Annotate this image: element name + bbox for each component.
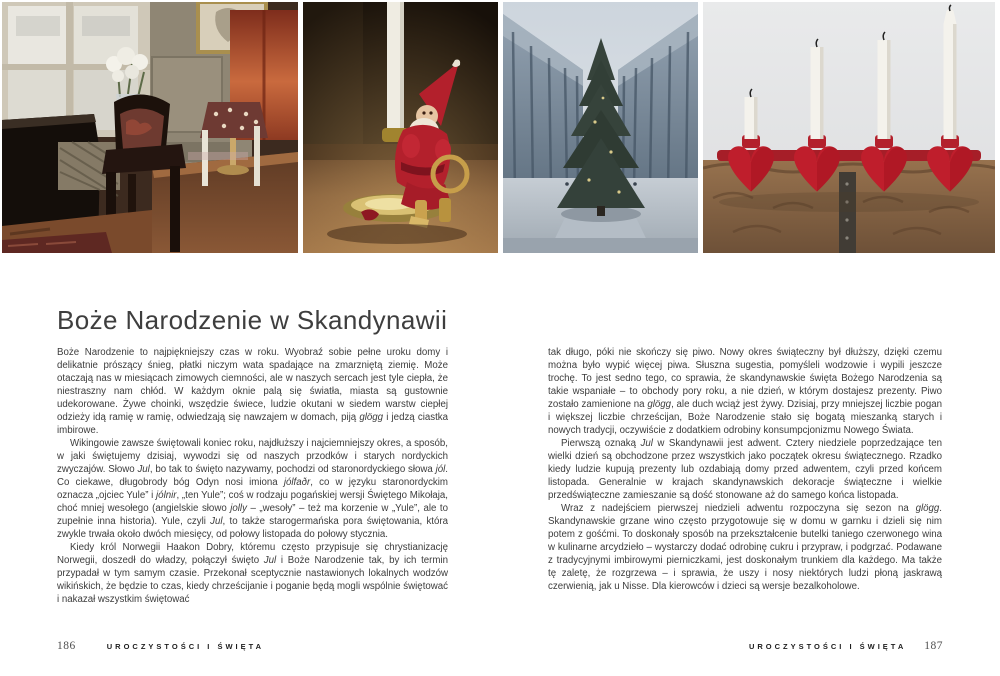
living-room-image [2, 2, 298, 253]
footer-left [57, 640, 264, 652]
advent-hearts-photo [703, 2, 995, 253]
living-room-photo [2, 2, 298, 253]
paragraph: Kiedy król Norwegii Haakon Dobry, któremu często przypisuje się chrystianizację Norwegii, doszedł do władzy, połączył święto Jul i Boże Narodzenie tak, by ich termin przypadał w tym samym czasie. Przekonał sceptycznie nastawionych lokalnych wodzów wikińskich, że będzie to czas, kiedy chrześcijanie i poganie będą mogli wspólnie świętować i nakazał wszystkim świętować [57, 542, 449, 605]
santa-figurine-image [303, 2, 498, 253]
article-column-left [57, 346, 448, 606]
section-label-left: UROCZYSTOŚCI I ŚWIĘTA [106, 642, 265, 651]
advent-hearts-image [703, 2, 995, 253]
paragraph: Wikingowie zawsze świętowali koniec roku, najdłuższy i najciemniejszy okres, a sposób, w jaki świętujemy dzisiaj, wywodzi się od naszych przodków i starych nordyckich zwyczajów. Słowo Jul, bo tak to święto nazywamy, pochodzi od staronordyckiego słowa jól. Co ciekawe, długobrody bóg Odyn nosi imiona jólfaðr, co w języku staronordyckim oznacza „ojciec Yule” i jólnir, „ten Yule”; coś w rodzaju pogańskiej wersji Świętego Mikołaja, choć mniej wesołego (angielskie słowo jolly – „wesoły” – też ma korzenie w „Yule”, ale to zupełnie inna historia). Yule, czyli Jul, to także starogermańska pora świętowania, która zwykle trwała około dwóch miesięcy, od połowy listopada do połowy stycznia. [57, 438, 448, 540]
paragraph: Pierwszą oznaką Jul w Skandynawii jest adwent. Cztery niedziele poprzedzające ten wielki dzień są obchodzone przez wszystkich jako początek okresu świątecznego. Rzadko kiedy ludzie kupują prezenty lub ozdabiają domy przed adwentem, czyli przed końcem listopada. Generalnie w krajach skandynawskich dekoracje świąteczne i wielkie przedświąteczne zamieszanie są dość stonowane aż do samego końca listopada. [548, 438, 942, 501]
paragraph: tak długo, póki nie skończy się piwo. Nowy okres świąteczny był dłuższy, dzięki czemu można było wypić więcej piwa. Słuszna sugestia, pomyśleli wodzowie i wypili jeszcze trochę. To jest sedno tego, co sprawia, że skandynawskie święta Bożego Narodzenia są takie wspaniałe – to obchody pory roku, a nie dzień, w którym dostajesz prezenty. Piwo zostało zamienione na glögg, ale duch wciąż jest żywy. Dzisiaj, przy mniejszej liczbie pogan i większej liczbie chrześcijan, Boże Narodzenie stało się bogatą mieszanką starych i nowych tradycji, oczywiście z dodatkiem odrobiny konsumpcjonizmu Nowego Świata. [548, 347, 942, 436]
paragraph: Wraz z nadejściem pierwszej niedzieli adwentu rozpoczyna się sezon na glögg. Skandynawskie grzane wino często przygotowuje się w domu w garnku i dzieli się nim potem z gośćmi. To doskonały sposób na przekształcenie butelki taniego czerwonego wina w kulinarne arcydzieło – wystarczy dodać odrobinę cukru i przypraw, i podgrzać. Podawane z tradycyjnymi imbirowymi pierniczkami, jest doskonałym trunkiem dla każdego. Ma także tę zaletę, że rozgrzewa – i sprawia, że uszy i nosy niektórych ludzi płoną jaskrawą czerwienią, jak u Nisse. Dla kierowców i dzieci są wersje bezalkoholowe. [548, 503, 942, 592]
footer-right [749, 640, 943, 652]
photo-strip [2, 2, 995, 253]
article-column-right [548, 346, 942, 593]
paragraph: Boże Narodzenie to najpiękniejszy czas w roku. Wyobraź sobie pełne uroku domy i delikatnie prószący śnieg, płatki niczym wata spadające na zmarzniętą ziemię. Może otaczają nas w miesiącach zimowych ciemności, ale w naszych sercach jest tyle ciepła, że niestraszny nam chłód. W każdym oknie palą się światła, miasta są gustownie udekorowane. Żywe choinki, wszędzie świece, ludzie okutani w siedem warstw ciepłej odzieży idą ramię w ramię, odwiedzają się nawzajem w domach, piją glögg i jedzą ciastka imbirowe. [57, 347, 448, 436]
section-label-right: UROCZYSTOŚCI I ŚWIĘTA [748, 642, 907, 651]
page-number-left: 186 [57, 640, 76, 652]
winter-avenue-image [503, 2, 698, 253]
santa-figurine-photo [303, 2, 498, 253]
winter-avenue-photo [503, 2, 698, 253]
page-title: Boże Narodzenie w Skandynawii [57, 305, 448, 336]
page-number-right: 187 [924, 640, 943, 652]
